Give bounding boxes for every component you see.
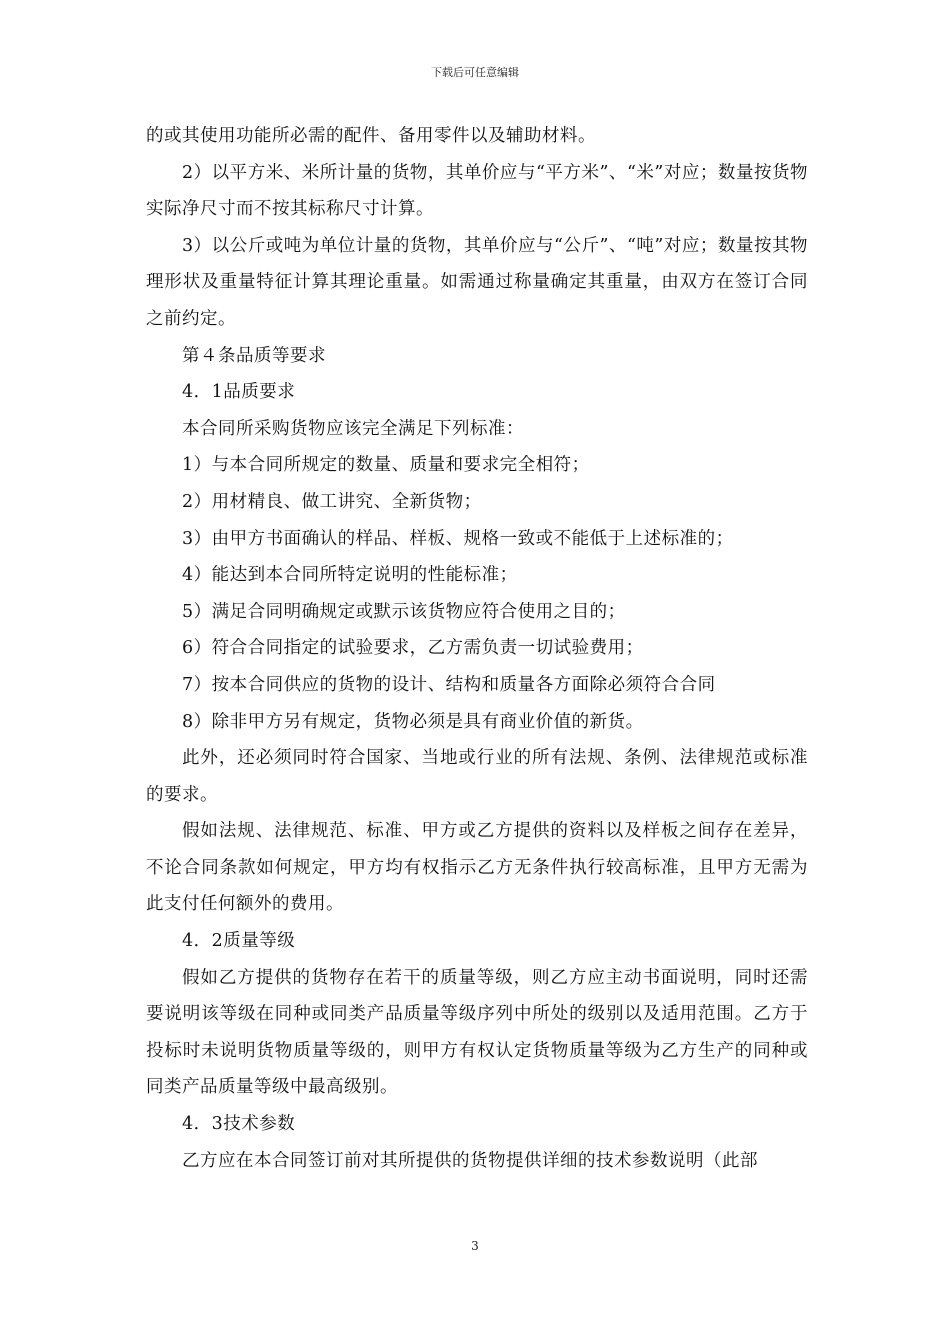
paragraph: 假如法规、法律规范、标准、甲方或乙方提供的资料以及样板之间存在差异，不论合同条款如何规定，甲方均有权指示乙方无条件执行较高标准，且甲方无需为此支付任何额外的费用。 [146,821,808,915]
page-number: 3 [471,1239,479,1253]
list-item: 6）符合合同指定的试验要求，乙方需负责一切试验费用； [182,638,644,659]
list-item: 3）由甲方书面确认的样品、样板、规格一致或不能低于上述标准的； [182,528,734,549]
document-body [146,118,808,1179]
subsection-heading: 4．3技术参数 [182,1114,296,1135]
paragraph: 3）以公斤或吨为单位计量的货物，其单价应与“公斤”、“吨”对应；数量按其物理形状及重量特征计算其理论重量。如需通过称量确定其重量，由双方在签订合同之前约定。 [146,235,808,329]
list-item: 8）除非甲方另有规定，货物必须是具有商业价值的新货。 [182,711,644,732]
page-header: 下载后可任意编辑 [431,66,519,79]
list-item: 7）按本合同供应的货物的设计、结构和质量各方面除必须符合合同 [182,674,716,695]
list-item: 2）用材精良、做工讲究、全新货物； [182,491,482,512]
list-item: 1）与本合同所规定的数量、质量和要求完全相符； [182,455,590,476]
paragraph: 乙方应在本合同签订前对其所提供的货物提供详细的技术参数说明（此部 [182,1150,758,1171]
paragraph: 此外，还必须同时符合国家、当地或行业的所有法规、条例、法律规范或标准的要求。 [146,748,808,805]
list-item: 5）满足合同明确规定或默示该货物应符合使用之目的； [182,601,626,622]
subsection-heading: 4．1品质要求 [182,382,296,403]
section-heading: 第４条品质等要求 [182,345,326,366]
paragraph: 本合同所采购货物应该完全满足下列标准： [182,418,524,439]
list-item: 4）能达到本合同所特定说明的性能标准； [182,565,518,586]
paragraph: 2）以平方米、米所计量的货物，其单价应与“平方米”、“米”对应；数量按货物实际净尺寸而不按其标称尺寸计算。 [146,162,808,220]
paragraph: 的或其使用功能所必需的配件、备用零件以及辅助材料。 [146,126,596,146]
subsection-heading: 4．2质量等级 [182,931,296,952]
paragraph: 假如乙方提供的货物存在若干的质量等级，则乙方应主动书面说明，同时还需要说明该等级在同种或同类产品质量等级序列中所处的级别以及适用范围。乙方于投标时未说明货物质量等级的，则甲方有权认定货物质量等级为乙方生产的同种或同类产品质量等级中最高级别。 [146,967,808,1098]
